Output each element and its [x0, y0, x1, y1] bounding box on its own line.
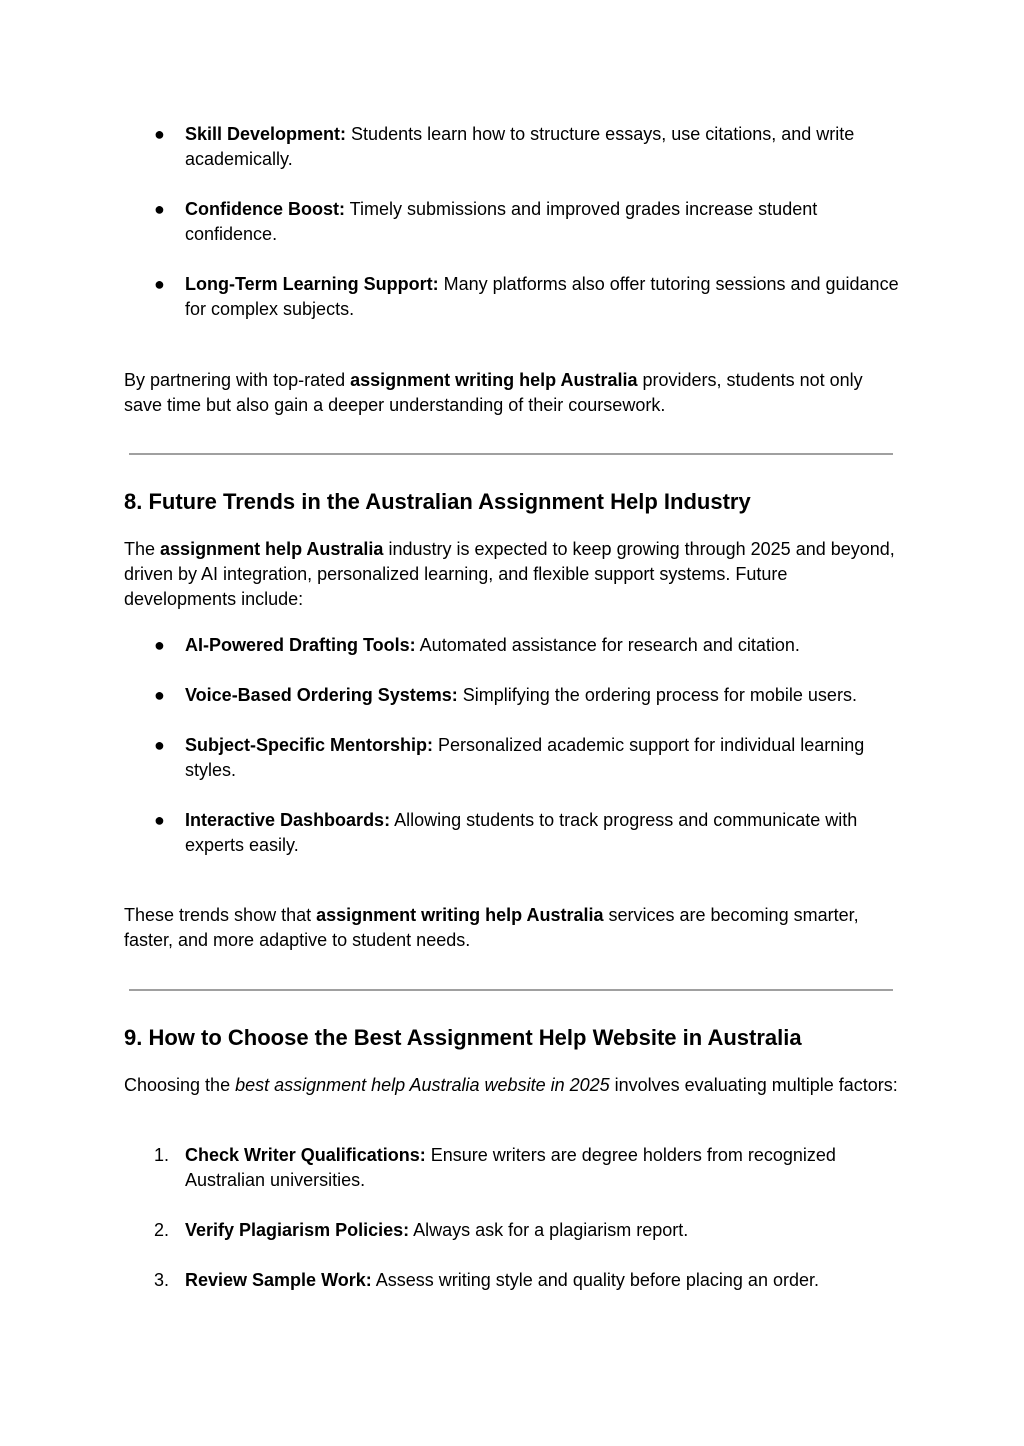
section-divider [129, 453, 893, 455]
list-item-title: Review Sample Work: [185, 1270, 372, 1290]
list-item-text: Automated assistance for research and citation. [415, 635, 800, 655]
paragraph-text: involves evaluating multiple factors: [609, 1075, 898, 1095]
list-item-text: Timely submissions and improved grades increase student confidence. [185, 199, 818, 244]
list-item-title: Long-Term Learning Support: [185, 274, 439, 294]
paragraph-text: providers, students not only save time but also gain a deeper understanding of their coursework. [124, 370, 863, 415]
list-item-text: Assess writing style and quality before placing an order. [371, 1270, 819, 1290]
summary-paragraph [124, 368, 904, 418]
list-number: 3. [154, 1270, 170, 1290]
list-item-text: Simplifying the ordering process for mobile users. [457, 685, 857, 705]
paragraph-bold: assignment writing help Australia [316, 905, 604, 925]
paragraph-text: The [124, 539, 161, 559]
section-8-intro [124, 537, 904, 612]
list-item-title: Verify Plagiarism Policies: [185, 1220, 410, 1240]
list-number: 2. [154, 1220, 170, 1240]
list-item-mentorship [185, 733, 905, 783]
list-item-title: Voice-Based Ordering Systems: [185, 685, 458, 705]
bullet-marker: ● [154, 635, 165, 655]
list-item-text: Ensure writers are degree holders from recognized Australian universities. [185, 1145, 836, 1190]
list-item-sample-work [185, 1268, 905, 1293]
paragraph-text: These trends show that [124, 905, 317, 925]
list-item-confidence-boost [185, 197, 905, 247]
section-8-closing [124, 903, 904, 953]
list-item-text: Personalized academic support for individual learning styles. [185, 735, 865, 780]
list-item-title: Subject-Specific Mentorship: [185, 735, 434, 755]
list-item-text: Allowing students to track progress and communicate with experts easily. [185, 810, 858, 855]
list-number: 1. [154, 1145, 170, 1165]
paragraph-bold: assignment help Australia [160, 539, 384, 559]
paragraph-text: By partnering with top-rated [124, 370, 351, 390]
list-item-text: Students learn how to structure essays, use citations, and write academically. [185, 124, 855, 169]
list-item-plagiarism-policies [185, 1218, 905, 1243]
list-item-title: Skill Development: [185, 124, 347, 144]
paragraph-text: Choosing the [124, 1075, 236, 1095]
list-item-title: Check Writer Qualifications: [185, 1145, 426, 1165]
list-item-title: Confidence Boost: [185, 199, 345, 219]
list-item-title: Interactive Dashboards: [185, 810, 391, 830]
bullet-marker: ● [154, 274, 165, 294]
paragraph-italic: best assignment help Australia website in 2025 [235, 1075, 610, 1095]
bullet-marker: ● [154, 199, 165, 219]
list-item-long-term-support [185, 272, 905, 322]
bullet-marker: ● [154, 735, 165, 755]
section-divider [129, 989, 893, 991]
list-item-ai-drafting [185, 633, 905, 658]
section-9-intro [124, 1073, 904, 1098]
bullet-marker: ● [154, 124, 165, 144]
list-item-skill-development [185, 122, 905, 172]
list-item-text: Many platforms also offer tutoring sessions and guidance for complex subjects. [185, 274, 899, 319]
bullet-marker: ● [154, 685, 165, 705]
bullet-marker: ● [154, 810, 165, 830]
list-item-dashboards [185, 808, 905, 858]
list-item-title: AI-Powered Drafting Tools: [185, 635, 416, 655]
paragraph-bold: assignment writing help Australia [350, 370, 638, 390]
paragraph-text: services are becoming smarter, faster, and more adaptive to student needs. [124, 905, 859, 950]
section-9-heading: 9. How to Choose the Best Assignment Help Website in Australia [124, 1025, 802, 1050]
paragraph-text: industry is expected to keep growing through 2025 and beyond, driven by AI integration, personalized learning, and flexible support systems. Future developments include: [124, 539, 895, 609]
list-item-text: Always ask for a plagiarism report. [409, 1220, 689, 1240]
list-item-voice-ordering [185, 683, 905, 708]
section-8-heading: 8. Future Trends in the Australian Assignment Help Industry [124, 489, 751, 514]
list-item-writer-qualifications [185, 1143, 905, 1193]
